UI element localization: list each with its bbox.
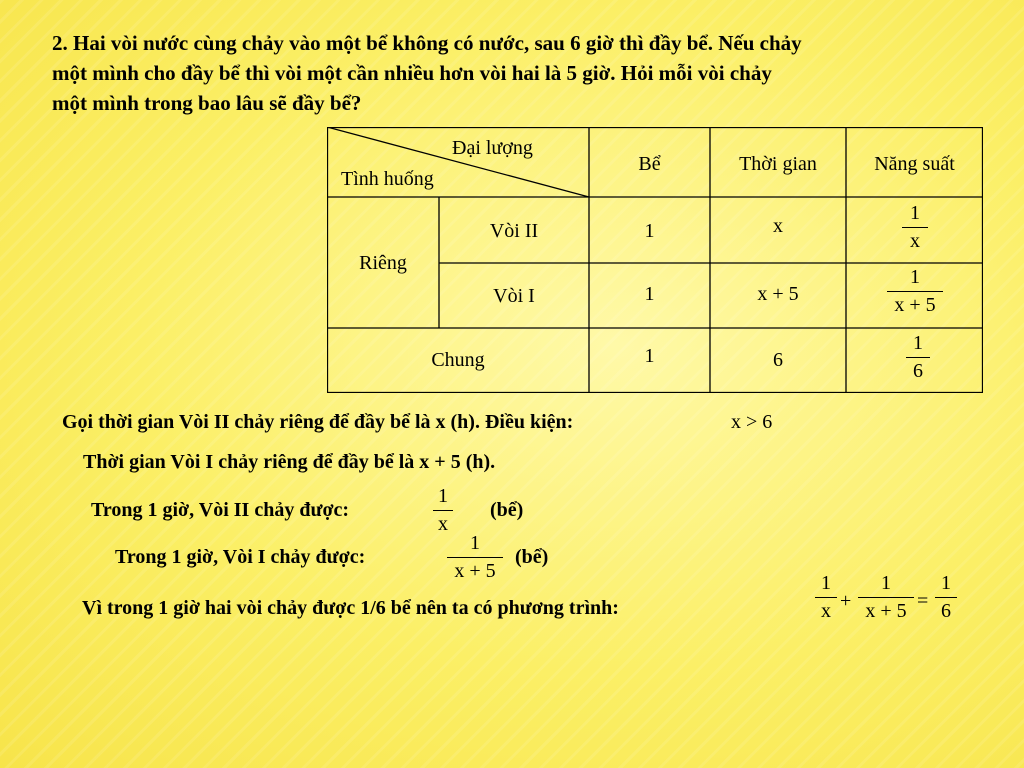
equals-sign: =	[917, 590, 929, 612]
voi-i-rate-fraction	[447, 532, 503, 582]
unit-label: (bể)	[490, 499, 524, 521]
fraction-bar	[447, 557, 503, 558]
solution-line-3: Trong 1 giờ, Vòi II chảy được:	[91, 499, 350, 521]
header-situation: Tình huống	[341, 168, 434, 190]
fraction-denominator: x	[438, 513, 448, 535]
solution-line-2: Thời gian Vòi I chảy riêng để đầy bể là x + 5 (h).	[83, 451, 496, 473]
problem-line-1: 2. Hai vòi nước cùng chảy vào một bể không có nước, sau 6 giờ thì đầy bể. Nếu chảy	[52, 31, 802, 55]
fraction-denominator: x	[821, 600, 831, 622]
row-voi-ii-be: 1	[644, 220, 655, 242]
fraction-bar	[887, 291, 943, 292]
row-voi-ii-rate	[902, 202, 928, 252]
row-voi-i-be: 1	[644, 283, 655, 305]
equation-term-1	[815, 572, 837, 622]
solution-line-4: Trong 1 giờ, Vòi I chảy được:	[115, 546, 366, 568]
row-chung-rate	[906, 332, 930, 382]
unit-label: (bể)	[515, 546, 549, 568]
condition-expression: x > 6	[731, 411, 773, 433]
fraction-bar	[433, 510, 453, 511]
rate-numerator: 1	[910, 202, 920, 224]
fraction-denominator: x + 5	[454, 560, 496, 582]
row-voi-ii-label: Vòi II	[489, 220, 539, 242]
fraction-numerator: 1	[470, 532, 480, 554]
header-quantity: Đại lượng	[452, 137, 533, 159]
problem-line-3: một mình trong bao lâu sẽ đầy bể?	[52, 91, 362, 115]
col-header-be: Bể	[638, 153, 661, 175]
col-header-time: Thời gian	[739, 153, 817, 175]
fraction-bar	[906, 357, 930, 358]
rate-denominator: x + 5	[894, 294, 936, 316]
rate-denominator: x	[910, 230, 920, 252]
solution-line-1: Gọi thời gian Vòi II chảy riêng để đầy bể là x (h). Điều kiện:	[62, 411, 574, 433]
data-table	[327, 127, 983, 393]
fraction-bar	[935, 597, 957, 598]
problem-statement	[52, 28, 982, 118]
row-voi-i-time: x + 5	[757, 283, 799, 305]
fraction-denominator: 6	[941, 600, 951, 622]
fraction-bar	[902, 227, 928, 228]
fraction-numerator: 1	[438, 485, 448, 507]
solution-line-5: Vì trong 1 giờ hai vòi chảy được 1/6 bể nên ta có phương trình:	[82, 597, 619, 619]
equation-term-2	[858, 572, 914, 622]
fraction-denominator: x + 5	[865, 600, 907, 622]
rate-denominator: 6	[913, 360, 923, 382]
plus-sign: +	[840, 590, 852, 612]
group-rieng: Riêng	[359, 252, 407, 274]
row-voi-i-rate	[887, 266, 943, 316]
row-voi-ii-time: x	[773, 215, 783, 237]
problem-line-2: một mình cho đầy bể thì vòi một cần nhiều hơn vòi hai là 5 giờ. Hỏi mỗi vòi chảy	[52, 61, 772, 85]
fraction-numerator: 1	[821, 572, 831, 594]
row-voi-i-label: Vòi I	[493, 285, 535, 307]
row-chung-time: 6	[773, 349, 783, 371]
fraction-bar	[815, 597, 837, 598]
rate-numerator: 1	[910, 266, 920, 288]
col-header-rate: Năng suất	[874, 153, 955, 175]
rate-numerator: 1	[913, 332, 923, 354]
voi-ii-rate-fraction	[433, 485, 453, 535]
row-chung-be: 1	[644, 345, 655, 367]
fraction-bar	[858, 597, 914, 598]
equation-term-3	[935, 572, 957, 622]
row-chung-label: Chung	[431, 349, 485, 371]
fraction-numerator: 1	[881, 572, 891, 594]
fraction-numerator: 1	[941, 572, 951, 594]
